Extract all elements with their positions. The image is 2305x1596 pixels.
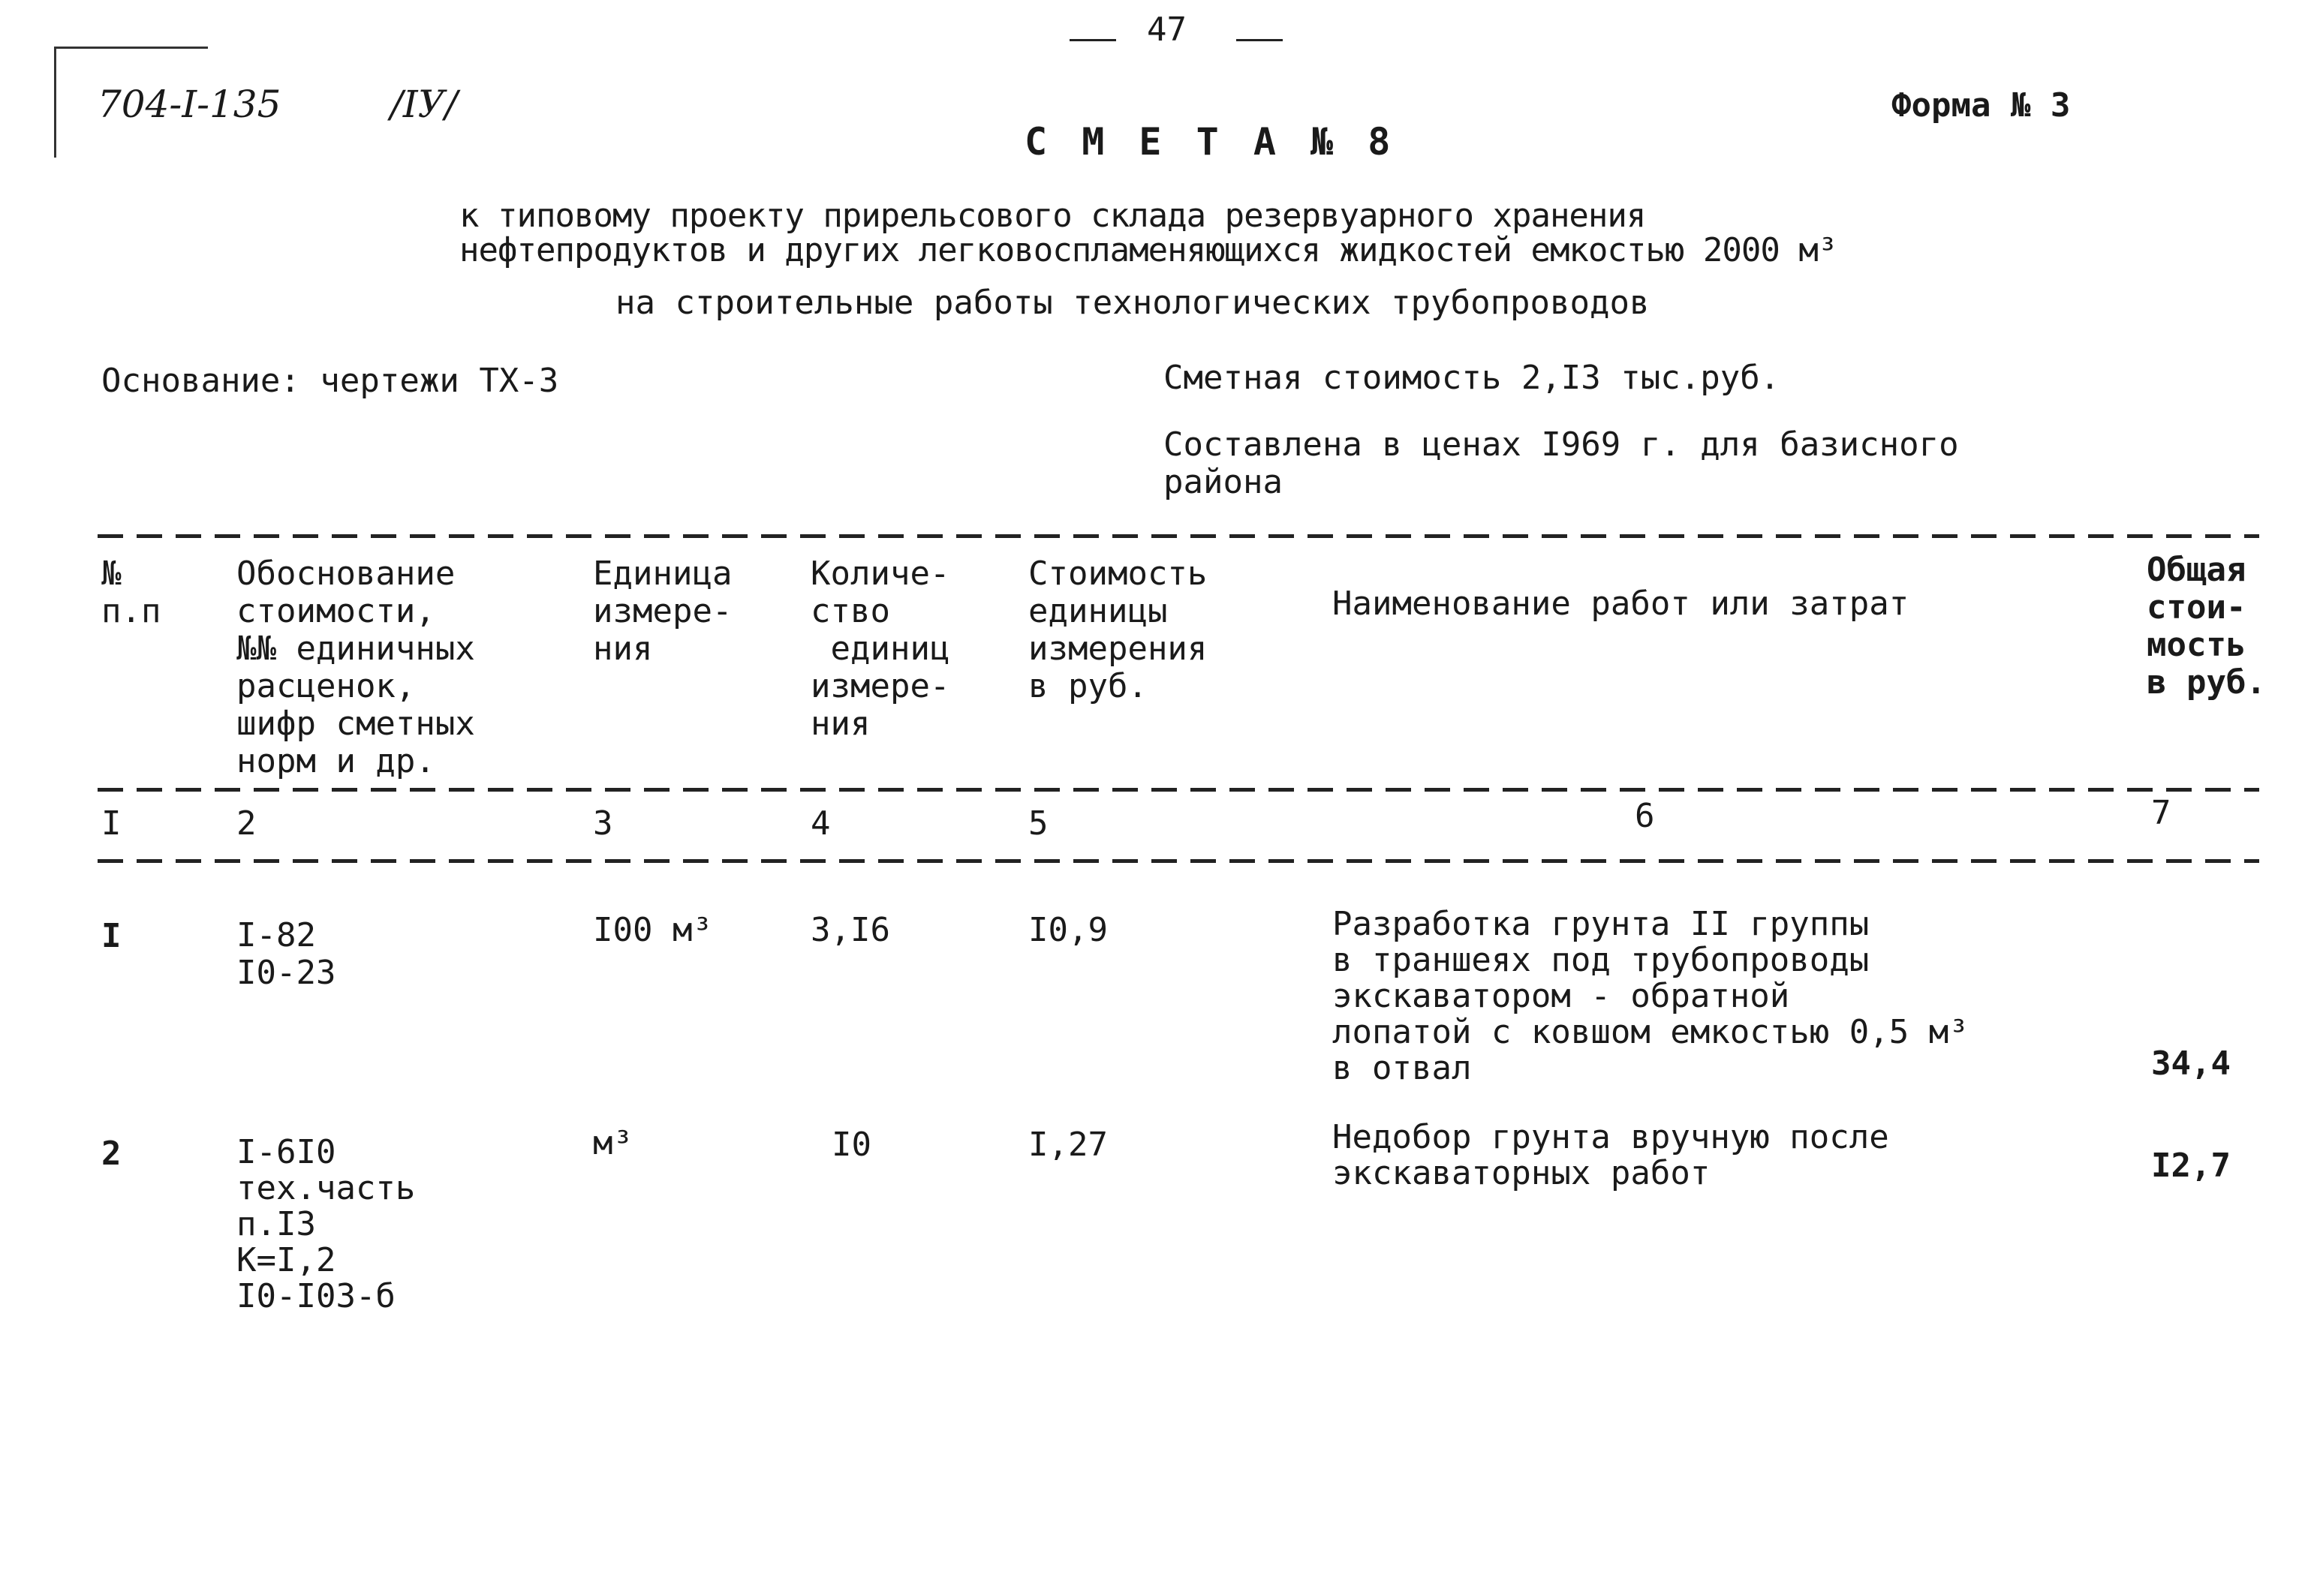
table-rule-numbers-bottom: [98, 859, 2259, 863]
row-quantity: 3,I6: [811, 911, 890, 949]
price-basis: Составлена в ценах I969 г. для базисного района: [1163, 425, 1959, 501]
page-number: 47: [1147, 11, 1187, 49]
row-quantity: I0: [832, 1126, 871, 1164]
row-unit: м³: [593, 1124, 633, 1162]
page-number-dash-left: [1070, 39, 1116, 41]
header-item-number: № п.п: [101, 555, 161, 630]
row-work-name: Недобор грунта вручную после экскаваторных работ: [1332, 1118, 1889, 1192]
title-line-2: нефтепродуктов и других легковоспламеняющихся жидкостей емкостью 2000 м³: [459, 231, 1837, 269]
table-rule-top: [98, 534, 2259, 538]
column-number-6: 6: [1635, 797, 1655, 835]
row-total-cost: I2,7: [2151, 1147, 2231, 1185]
document-part: /IУ/: [390, 83, 458, 126]
header-quantity: Количе- ство единиц измере- ния: [811, 555, 950, 743]
page-number-dash-right: [1236, 39, 1283, 41]
corner-mark-horizontal: [54, 47, 208, 49]
header-cost-basis: Обоснование стоимости, №№ единичных расценок, шифр сметных норм и др.: [236, 555, 475, 780]
row-number: I: [101, 917, 122, 955]
header-work-name: Наименование работ или затрат: [1332, 585, 1909, 623]
row-total-cost: 34,4: [2151, 1044, 2231, 1083]
row-work-name: Разработка грунта II группы в траншеях под трубопроводы экскаватором - обратной лопатой с ковшом емкостью 0,5 м³ в отвал: [1332, 905, 1969, 1087]
row-cost-basis: I-6I0 тех.часть п.I3 К=I,2 I0-I03-б: [236, 1133, 416, 1315]
row-unit-cost: I0,9: [1028, 911, 1108, 949]
estimated-cost: Сметная стоимость 2,I3 тыс.руб.: [1163, 359, 1780, 397]
title-line-3: на строительные работы технологических трубопроводов: [615, 284, 1650, 322]
form-label: Форма № 3: [1891, 86, 2071, 125]
header-unit: Единица измере- ния: [593, 555, 733, 668]
row-number: 2: [101, 1135, 122, 1173]
header-unit-cost: Стоимость единицы измерения в руб.: [1028, 555, 1208, 705]
corner-mark-vertical: [54, 47, 56, 158]
title-line-1: к типовому проекту прирельсового склада резервуарного хранения: [459, 197, 1646, 235]
header-total-cost: Общая стои- мость в руб.: [2147, 551, 2266, 702]
column-number-1: I: [101, 804, 122, 843]
row-cost-basis: I-82 I0-23: [236, 916, 336, 992]
column-number-7: 7: [2151, 794, 2171, 832]
column-number-3: 3: [593, 804, 613, 843]
column-number-2: 2: [236, 804, 257, 843]
document-code: 704-I-135: [98, 83, 281, 126]
document-title: С М Е Т А № 8: [1025, 120, 1397, 164]
row-unit: I00 м³: [593, 911, 712, 949]
column-number-4: 4: [811, 804, 831, 843]
basis-text: Основание: чертежи ТХ-3: [101, 362, 559, 400]
row-unit-cost: I,27: [1028, 1126, 1108, 1164]
column-number-5: 5: [1028, 804, 1049, 843]
table-rule-header-bottom: [98, 788, 2259, 792]
